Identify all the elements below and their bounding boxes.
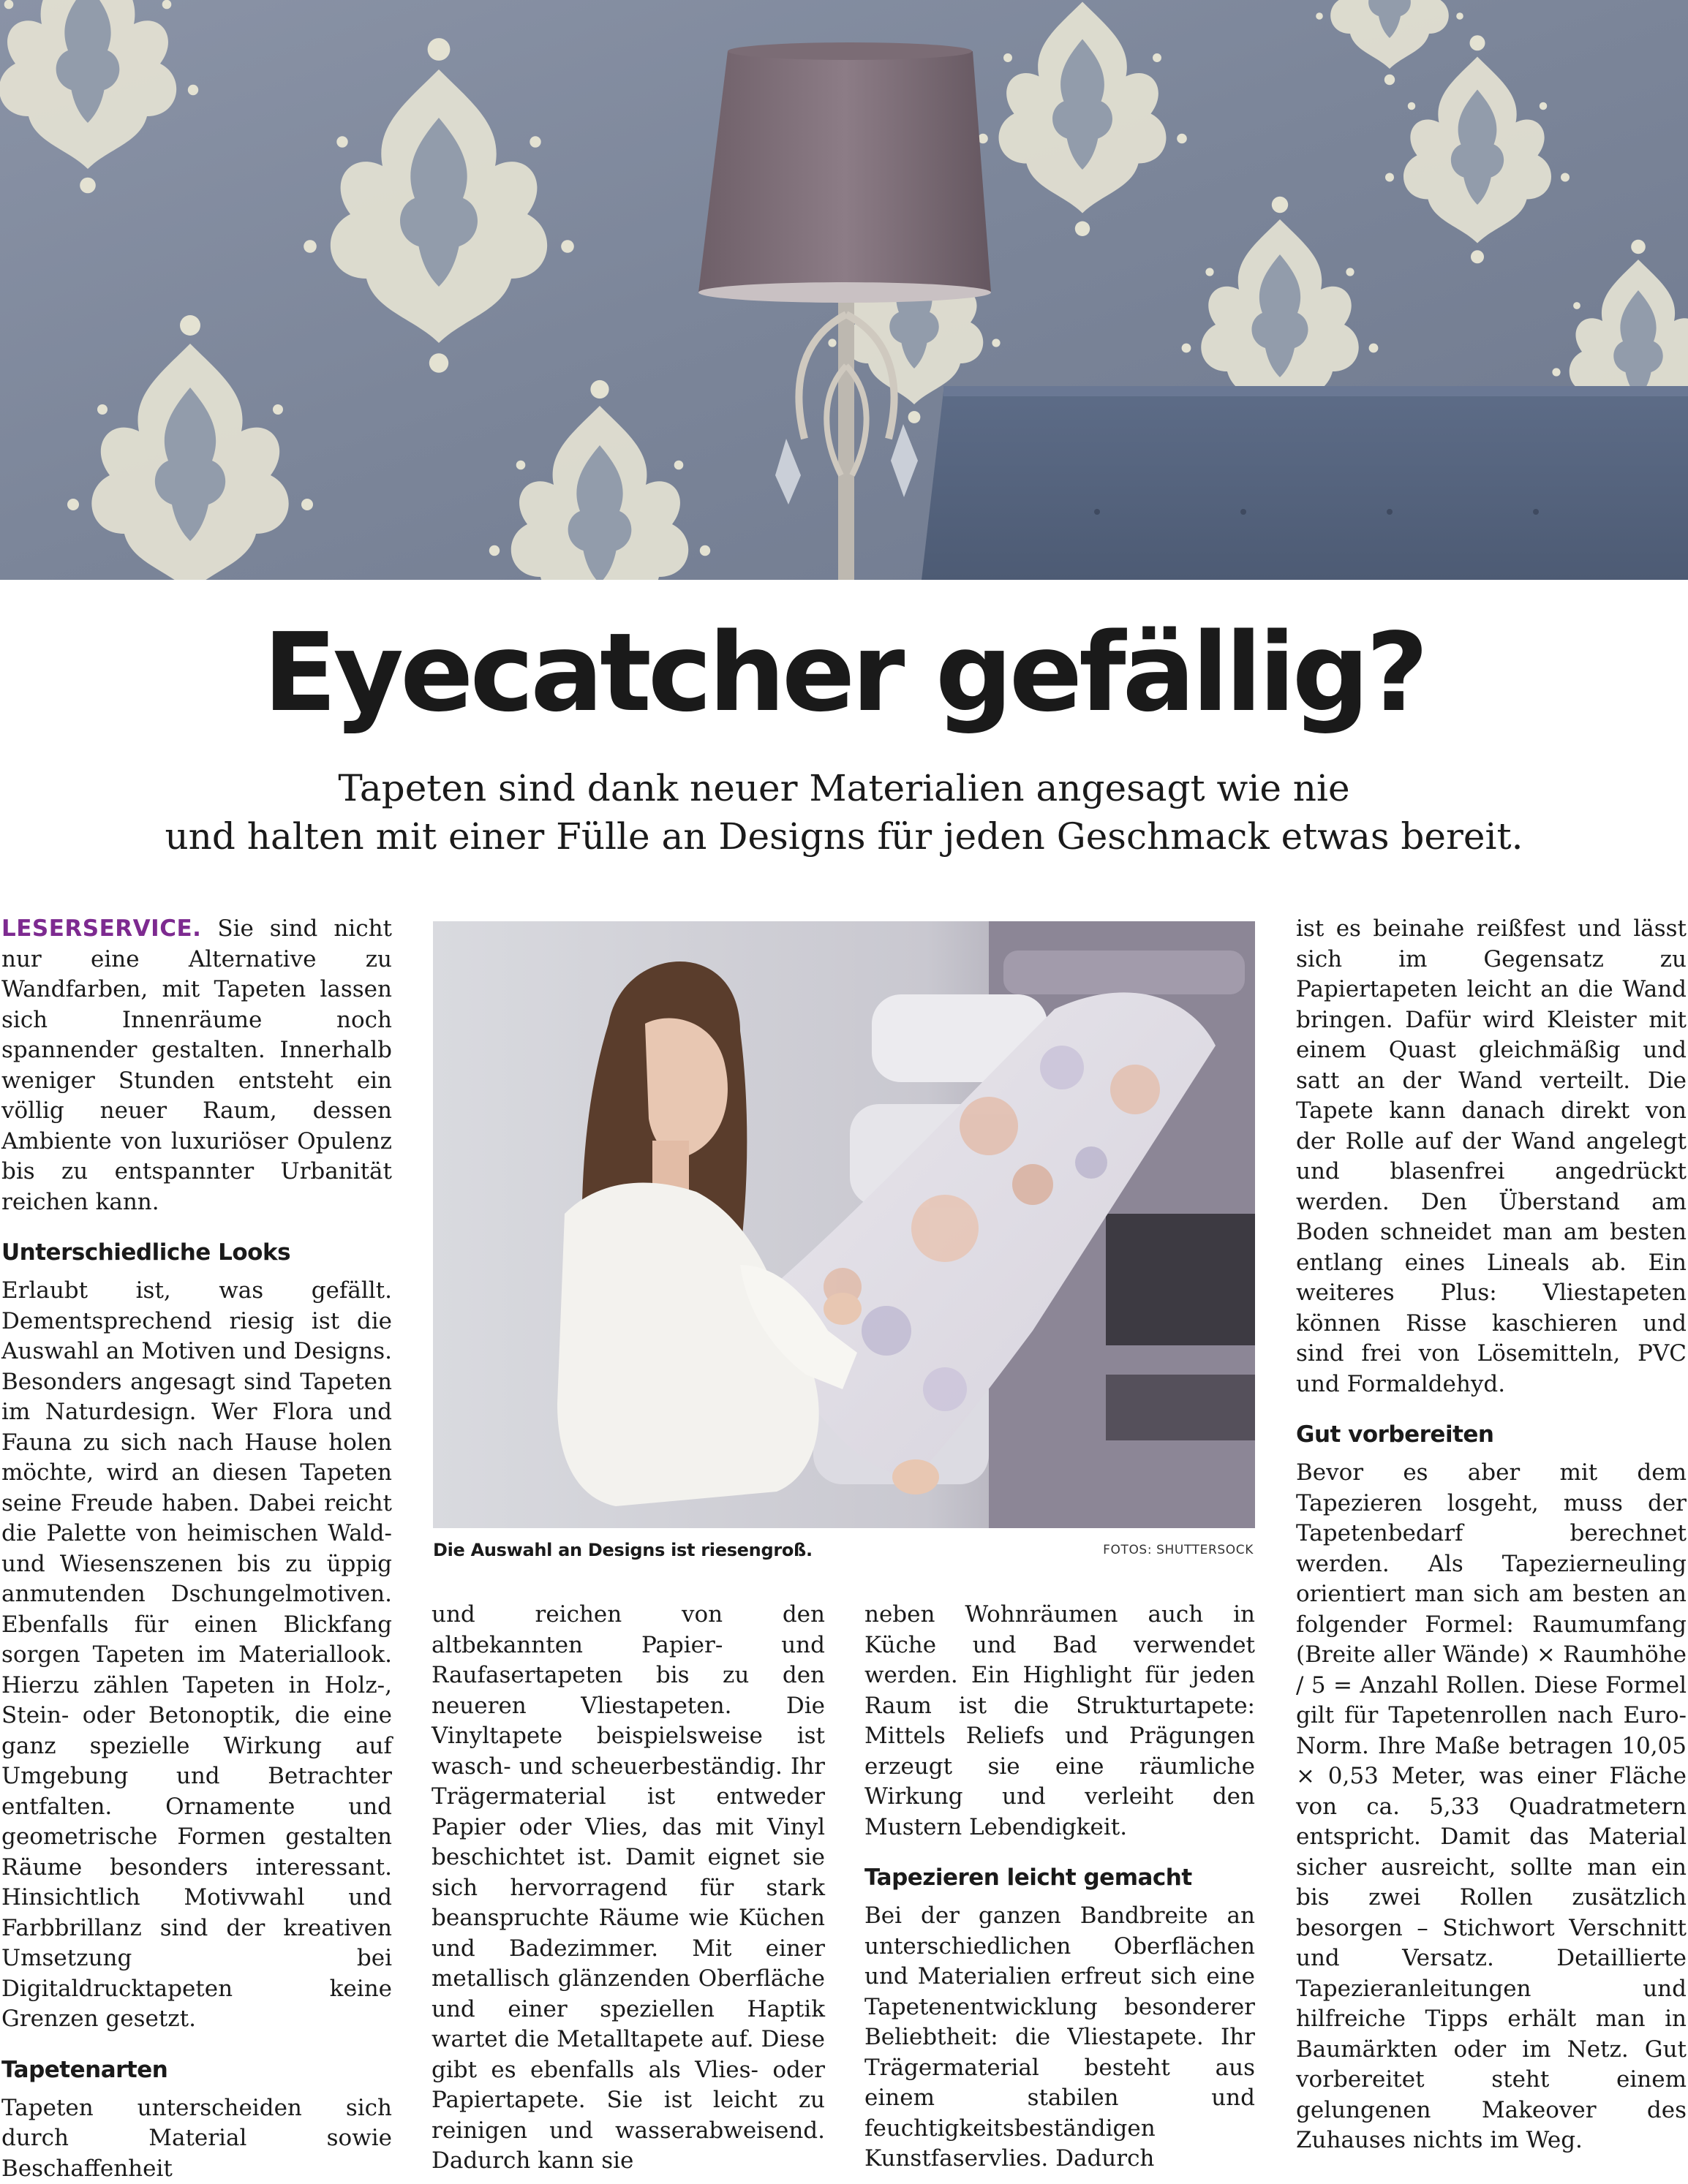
wallpaper-lamp-photo-icon [0,0,1688,580]
paragraph-tapezieren-start: Bei der ganzen Bandbreite an unterschiedlichen Oberflächen und Materialien erfreut sich eine Tapetenentwicklung besonderer Beliebtheit: die Vliestapete. Ihr Trägermaterial besteht aus einem stabilen und feuchtigkeitsbeständigen Kunstfaservlies. Dadurch [864,1901,1255,2174]
subline-line-2: und halten mit einer Fülle an Designs für jeden Geschmack etwas bereit. [0,812,1688,861]
intro-paragraph [1,914,392,1217]
paragraph-vorbereiten: Bevor es aber mit dem Tapezieren losgeht, muss der Tapetenbedarf berechnet werden. Als Tapezierneuling orientiert man sich am besten an folgender Formel: Raumumfang (Breite aller Wände) × Raumhöhe / 5 = Anzahl Rollen. Diese Formel gilt für Tapetenrollen nach Euro-Norm. Ihre Maße betragen 10,05 × 0,53 Meter, was einer Fläche von ca. 5,33 Quadratmetern entspricht. Damit das Material sicher ausreicht, sollte man ein bis zwei Rollen zusätzlich besorgen – Stichwort Verschnitt und Versatz. Detaillierte Tapezieranleitungen und hilfreiche Tipps erhält man in Baumärkten oder im Netz. Gut vorbereitet steht einem gelungenen Makeover des Zuhauses nichts im Weg. [1296,1458,1687,2156]
paragraph-tapetenarten-start: Tapeten unterscheiden sich durch Material sowie Beschaffenheit [1,2093,392,2184]
photo-caption: Die Auswahl an Designs ist riesengroß. [433,1540,813,1560]
paragraph-tapezieren-continued: ist es beinahe reißfest und lässt sich im Gegensatz zu Papiertapeten leicht an die Wand bringen. Dafür wird Kleister mit einem Quast gleichmäßig und satt an der Wand verteilt. Die Tapete kann danach direkt von der Rolle auf der Wand angelegt und blasenfrei angedrückt werden. Den Überstand am Boden schneidet man am besten entlang eines Lineals ab. Ein weiteres Plus: Vliestapeten können Risse kaschieren und sind frei von Lösemitteln, PVC und Formaldehyd. [1296,914,1687,1399]
headline: Eyecatcher gefällig? [0,607,1688,738]
article-photo [433,921,1255,1528]
intro-text: Sie sind nicht nur eine Alternative zu Wandfarben, mit Tapeten lassen sich Innenräume noch spannender gestalten. Innerhalb weniger Stunden entsteht ein völlig neuer Raum, dessen Ambiente von luxuriöser Opulenz bis zu entspannter Urbanität reichen kann. [1,915,392,1215]
subheading-looks: Unterschiedliche Looks [1,1238,392,1267]
photo-caption-bar [433,1540,1255,1569]
hero-image [0,0,1688,580]
article-column-1 [1,914,392,2184]
subline [0,764,1688,861]
article-column-2 [432,1600,825,2177]
subheading-tapetenarten: Tapetenarten [1,2055,392,2085]
subheading-tapezieren: Tapezieren leicht gemacht [864,1863,1255,1892]
woman-holding-wallpaper-photo-icon [433,921,1255,1528]
article-column-3 [864,1600,1255,2174]
article-column-4 [1296,914,1687,2156]
paragraph-looks: Erlaubt ist, was gefällt. Dementsprechend riesig ist die Auswahl an Motiven und Designs. Besonders angesagt sind Tapeten im Naturdesign. Wer Flora und Fauna zu sich nach Hause holen möchte, wird an diesen Tapeten seine Freude haben. Dabei reicht die Palette von heimischen Wald- und Wiesenszenen bis zu üppig anmutenden Dschungelmotiven. Ebenfalls für einen Blickfang sorgen Tapeten im Materiallook. Hierzu zählen Tapeten in Holz-, Stein- oder Betonoptik, die eine ganz spezielle Wirkung auf Umgebung und Betrachter entfalten. Ornamente und geometrische Formen gestalten Räume besonders interessant. Hinsichtlich Motivwahl und Farbbrillanz sind der kreativen Umsetzung bei Digitaldrucktapeten keine Grenzen gesetzt. [1,1276,392,2035]
subline-line-1: Tapeten sind dank neuer Materialien angesagt wie nie [0,764,1688,812]
paragraph-tapetenarten-continued: und reichen von den altbekannten Papier- und Raufasertapeten bis zu den neueren Vliestapeten. Die Vinyltapete beispielsweise ist wasch- und scheuerbeständig. Ihr Trägermaterial ist entweder Papier oder Vlies, das mit Vinyl beschichtet ist. Damit eignet sie sich hervorragend für stark beanspruchte Räume wie Küchen und Badezimmer. Mit einer metallisch glänzenden Oberfläche und einer speziellen Haptik wartet die Metalltapete auf. Diese gibt es ebenfalls als Vlies- oder Papiertapete. Sie ist leicht zu reinigen und wasserabweisend. Dadurch kann sie [432,1600,825,2177]
paragraph-tapetenarten-end: neben Wohnräumen auch in Küche und Bad verwendet werden. Ein Highlight für jeden Raum ist die Strukturtapete: Mittels Reliefs und Prägungen erzeugt sie eine räumliche Wirkung und verleiht den Mustern Lebendigkeit. [864,1600,1255,1843]
kicker: LESERSERVICE. [1,915,201,942]
subheading-vorbereiten: Gut vorbereiten [1296,1420,1687,1449]
photo-credit: FOTOS: SHUTTERSOCK [1103,1543,1254,1557]
